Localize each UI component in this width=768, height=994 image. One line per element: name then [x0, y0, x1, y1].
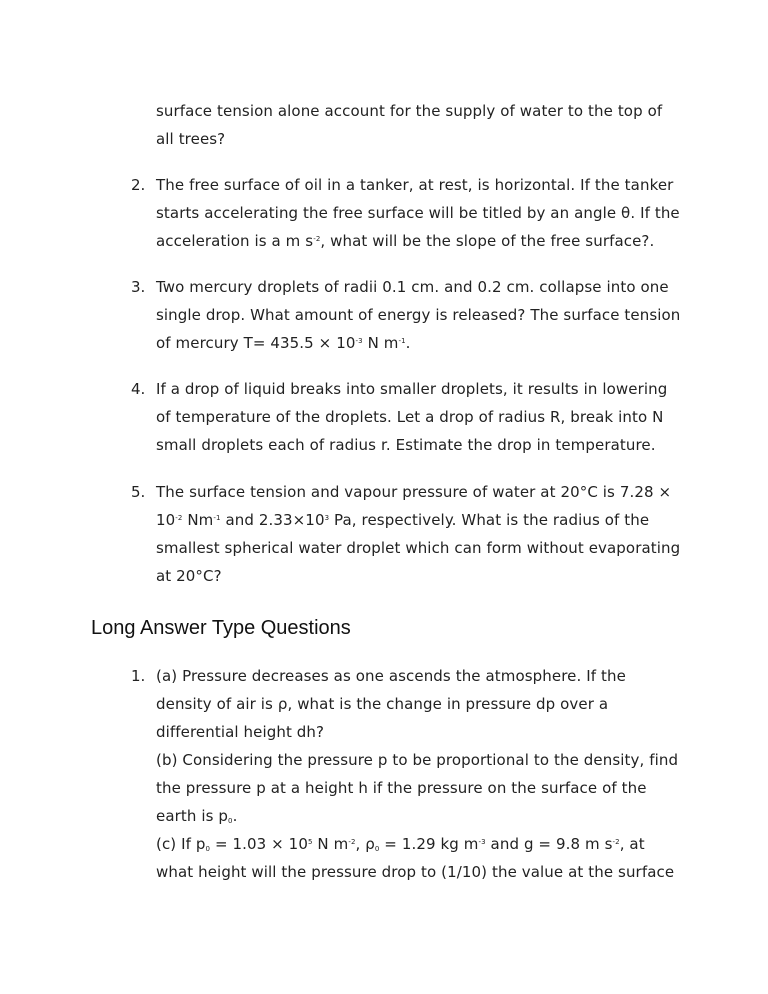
question-2-number: 2. [131, 176, 146, 194]
long-answer-heading: Long Answer Type Questions [91, 617, 351, 639]
question-3-line-2: single drop. What amount of energy is released? The surface tension [156, 306, 681, 324]
q1-tail-line-1: surface tension alone account for the supply of water to the top of [156, 102, 663, 120]
question-4-line-2: of temperature of the droplets. Let a drop of radius R, break into N [156, 408, 664, 426]
question-4-line-1: If a drop of liquid breaks into smaller droplets, it results in lowering [156, 380, 668, 398]
q1-tail-line-2: all trees? [156, 130, 226, 148]
question-5-line-2: $10^{-2}$ $Nm^{-1}$ and $2.33\times 10^3$ Pa, respectively. What is the radius of the [156, 511, 650, 529]
question-2-line-3: acceleration is a m $s^{-2}$, what will be the slope of the free surface?. [156, 232, 655, 250]
question-2-line-1: The free surface of oil in a tanker, at rest, is horizontal. If the tanker [156, 176, 674, 194]
long-question-1-b-line-2: the pressure p at a height h if the pressure on the surface of the [156, 779, 647, 797]
question-5-line-1: The surface tension and vapour pressure of water at 20°C is 7.28 × [156, 483, 672, 501]
question-3-line-3: of mercury $T= 435.5 \times 10^{-3}$ N $m^{-1}$. [156, 334, 411, 352]
long-question-1-c-line-1: (c) If $p_0 = 1.03 \times 10^5$ N $m^{-2}$, $\rho_0 = 1.29$ kg $m^{-3}$ and g = 9.8 m $s^{-2}$, at [156, 835, 645, 853]
long-question-1-b-line-1: (b) Considering the pressure p to be proportional to the density, find [156, 751, 679, 769]
question-5-number: 5. [131, 483, 146, 501]
long-question-1-number: 1. [131, 667, 146, 685]
question-2-line-2: starts accelerating the free surface will be titled by an angle θ. If the [156, 204, 680, 222]
question-5-line-3: smallest spherical water droplet which can form without evaporating [156, 539, 681, 557]
question-4-number: 4. [131, 380, 146, 398]
long-question-1-a-line-1: (a) Pressure decreases as one ascends the atmosphere. If the [156, 667, 626, 685]
long-question-1-c-line-2: what height will the pressure drop to (1/10) the value at the surface [156, 863, 675, 881]
question-4-line-3: small droplets each of radius r. Estimate the drop in temperature. [156, 436, 656, 454]
question-3-line-1: Two mercury droplets of radii 0.1 cm. and 0.2 cm. collapse into one [156, 278, 669, 296]
long-question-1-a-line-2: density of air is ρ, what is the change in pressure dp over a [156, 695, 609, 713]
long-question-1-a-line-3: differential height dh? [156, 723, 325, 741]
question-5-line-4: at 20°C? [156, 567, 222, 585]
question-3-number: 3. [131, 278, 146, 296]
long-question-1-b-line-3: earth is $p_0$. [156, 807, 238, 825]
